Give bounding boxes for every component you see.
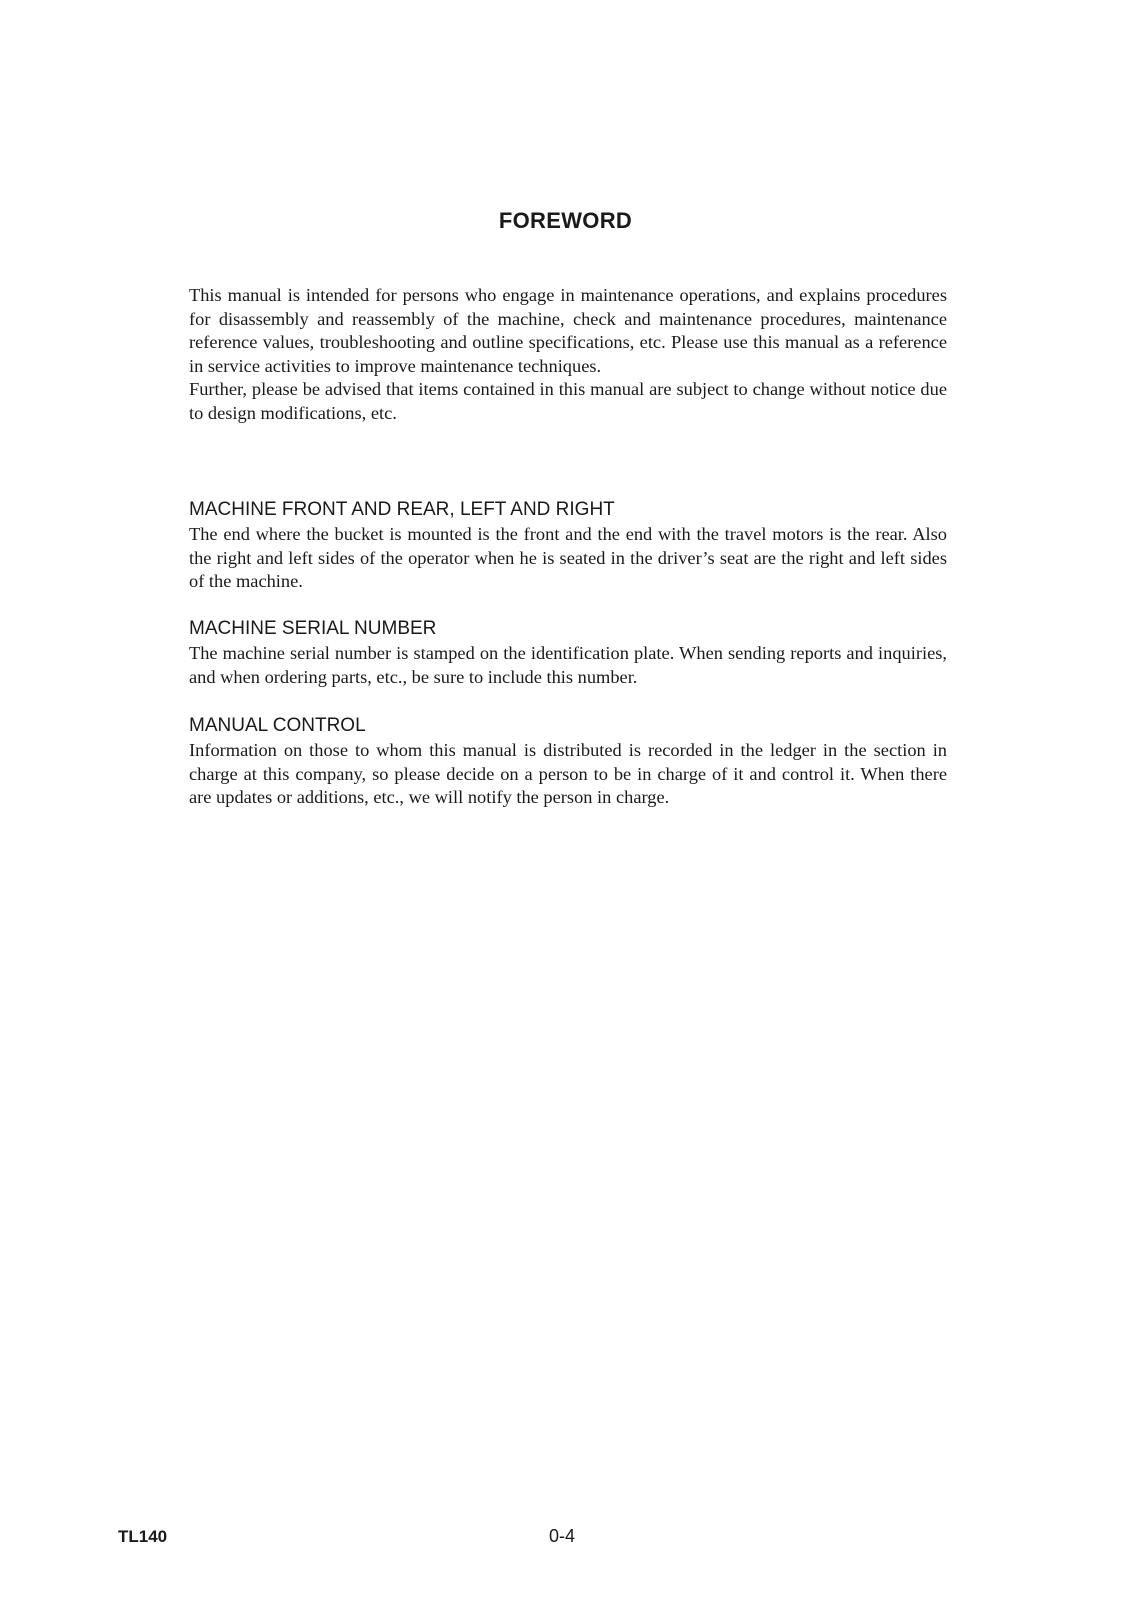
- section-manual-control: [189, 714, 947, 810]
- intro-paragraph: Further, please be advised that items contained in this manual are subject to change without notice due to design modifications, etc.: [189, 379, 947, 423]
- page-title: FOREWORD: [498, 208, 633, 233]
- footer-model-label: TL140: [118, 1527, 168, 1546]
- section-heading: MACHINE FRONT AND REAR, LEFT AND RIGHT: [189, 499, 615, 520]
- footer-page-number: 0-4: [549, 1526, 576, 1546]
- intro-paragraph: This manual is intended for persons who engage in maintenance operations, and explains procedures for disassembly and reassembly of the machine, check and maintenance procedures, maintenance reference values, troubleshooting and outline specifications, etc. Please use this manual as a reference in service activities to improve maintenance techniques.: [189, 285, 947, 376]
- section-text: The machine serial number is stamped on the identification plate. When sending reports and inquiries, and when ordering parts, etc., be sure to include this number.: [189, 643, 947, 687]
- section-heading: MACHINE SERIAL NUMBER: [189, 618, 437, 639]
- section-machine-serial-number: [189, 617, 947, 689]
- section-heading: MANUAL CONTROL: [189, 715, 366, 736]
- section-machine-front-rear: [189, 498, 947, 594]
- section-text: The end where the bucket is mounted is the front and the end with the travel motors is the rear. Also the right and left sides of the operator when he is seated in the driver’s seat are the right and left sides of the machine.: [189, 524, 947, 592]
- section-text: Information on those to whom this manual is distributed is recorded in the ledger in the section in charge at this company, so please decide on a person to be in charge of it and control it. When there are updates or additions, etc., we will notify the person in charge.: [189, 740, 947, 808]
- intro-block: [189, 284, 947, 426]
